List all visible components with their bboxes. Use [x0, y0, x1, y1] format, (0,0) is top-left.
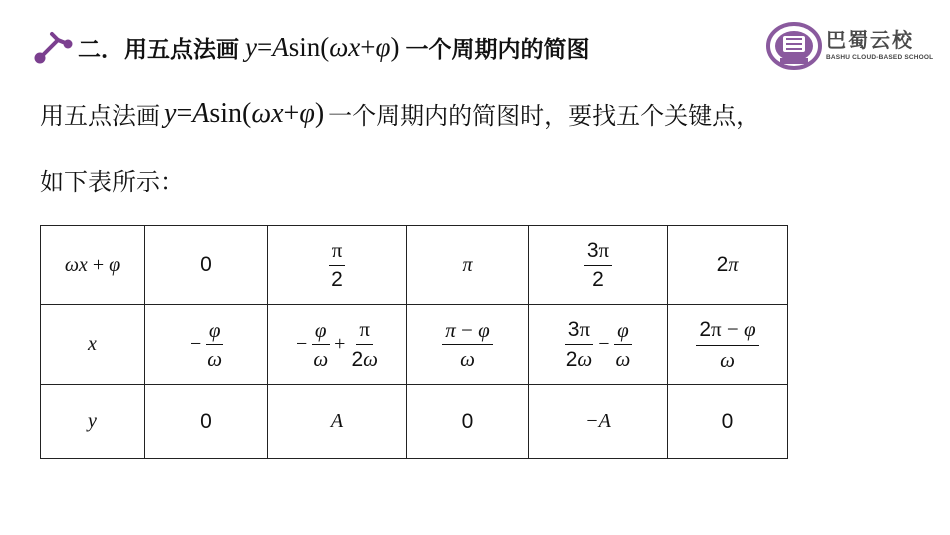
heading-prefix: 二．用五点法画 — [78, 36, 239, 63]
phase-cell: π — [407, 226, 529, 305]
row-header-y: y — [41, 385, 145, 459]
intro-text-1: 用五点法画 — [40, 102, 160, 130]
school-logo — [766, 22, 936, 70]
logo-name: 巴蜀云校 — [826, 28, 914, 52]
y-cell: A — [268, 385, 407, 459]
x-cell: $\frac{3\pi}{2\omega}$ − $\frac{\varphi}{\omega}$ — [529, 305, 668, 385]
intro-text-2: 一个周期内的简图时，要找五个关键点， — [328, 102, 761, 130]
x-row — [41, 305, 788, 385]
row-header-phase: ωx + φ — [41, 226, 145, 305]
phase-cell: 0 — [145, 226, 268, 305]
x-cell: − $\frac{\varphi}{\omega}$ — [145, 305, 268, 385]
heading-formula: y=Asin(ωx+φ) — [245, 31, 400, 62]
phase-row — [41, 226, 788, 305]
y-row — [41, 385, 788, 459]
x-cell: $\frac{2\pi - \varphi}{\omega}$ — [668, 305, 788, 385]
school-seal-icon — [766, 22, 822, 70]
x-cell: − $\frac{\varphi}{\omega}$ + $\frac{\pi}{2\omega}$ — [268, 305, 407, 385]
y-cell: 0 — [145, 385, 268, 459]
y-cell: −A — [529, 385, 668, 459]
node-link-icon — [30, 30, 74, 64]
phase-cell: $\frac{\pi}{2}$ — [268, 226, 407, 305]
section-heading — [78, 24, 589, 70]
heading-suffix: 一个周期内的简图 — [405, 36, 590, 63]
phase-cell: $\frac{3\pi}{2}$ — [529, 226, 668, 305]
intro-line-1 — [40, 96, 760, 131]
row-header-x: x — [41, 305, 145, 385]
y-cell: 0 — [668, 385, 788, 459]
intro-line-2: 如下表所示： — [40, 168, 184, 196]
logo-subtitle: BASHU CLOUD-BASED SCHOOL — [826, 54, 934, 61]
phase-cell: 2π — [668, 226, 788, 305]
y-cell: 0 — [407, 385, 529, 459]
x-cell: $\frac{\pi - \varphi}{\omega}$ — [407, 305, 529, 385]
intro-formula: y=Asin(ωx+φ) — [164, 97, 325, 129]
five-point-table — [40, 225, 788, 459]
